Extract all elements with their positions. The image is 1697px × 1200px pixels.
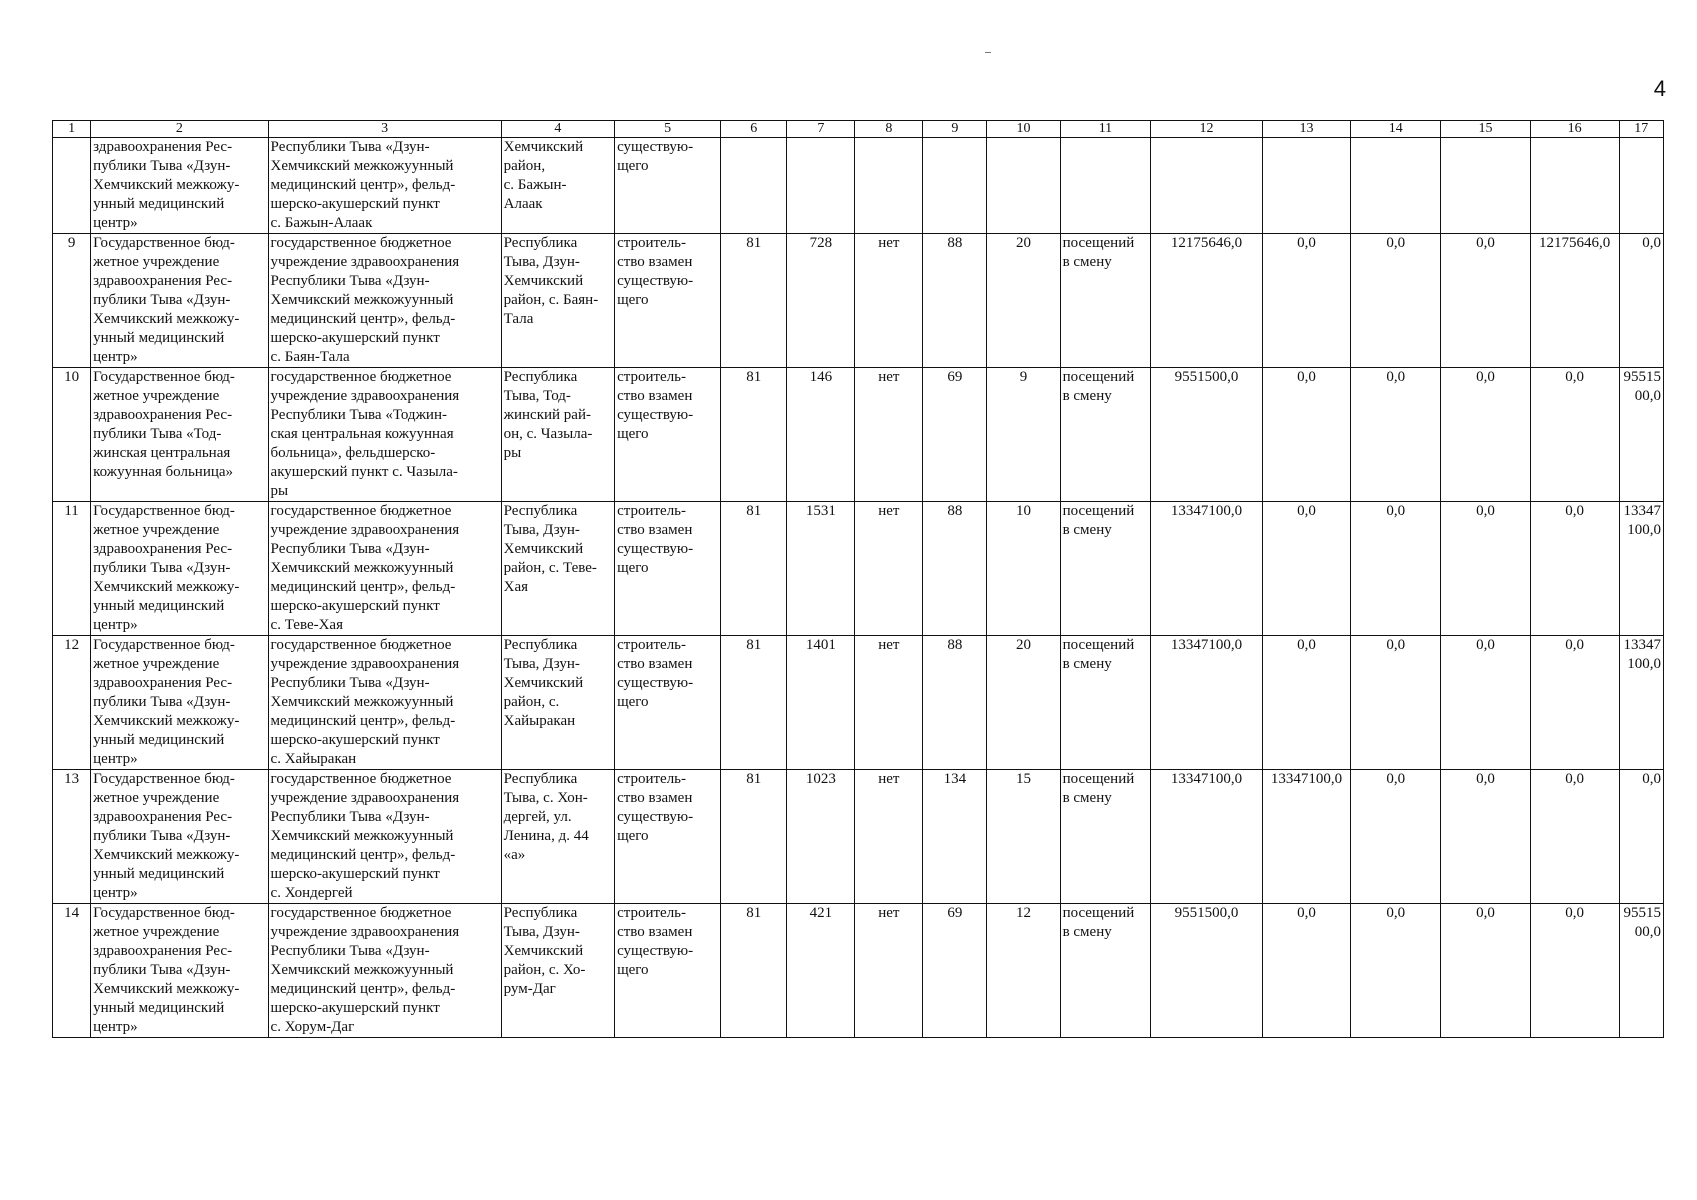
address: Республика Тыва, Дзун- Хемчикский район, с. Хо- рум-Даг — [501, 904, 614, 1038]
organization-name: Государственное бюд- жетное учреждение здравоохранения Рес- публики Тыва «Дзун- Хемчикский межкожу- унный медицинский центр» — [91, 636, 268, 770]
total-amount: 9551500,0 — [1151, 368, 1262, 502]
value-col-8: нет — [855, 502, 923, 636]
table-row — [53, 138, 1664, 234]
value-col-10: 9 — [987, 368, 1060, 502]
amount-col-15: 0,0 — [1441, 904, 1531, 1038]
total-amount: 13347100,0 — [1151, 770, 1262, 904]
value-col-8: нет — [855, 770, 923, 904]
amount-col-13: 0,0 — [1262, 636, 1351, 770]
amount-col-17 — [1619, 138, 1664, 234]
facility-name: государственное бюджетное учреждение здравоохранения Республики Тыва «Дзун- Хемчикский межкожуунный медицинский центр», фельд- шерско-акушерский пункт с. Хорум-Даг — [268, 904, 501, 1038]
facility-name: государственное бюджетное учреждение здравоохранения Республики Тыва «Дзун- Хемчикский межкожуунный медицинский центр», фельд- шерско-акушерский пункт с. Хайыракан — [268, 636, 501, 770]
col-header: 15 — [1441, 121, 1531, 138]
col-header: 16 — [1530, 121, 1619, 138]
value-col-9: 69 — [923, 368, 987, 502]
amount-col-14: 0,0 — [1351, 904, 1441, 1038]
amount-col-17: 13347100,0 — [1619, 502, 1664, 636]
table-row — [53, 770, 1664, 904]
col-header: 6 — [721, 121, 787, 138]
row-number: 13 — [53, 770, 91, 904]
col-header: 3 — [268, 121, 501, 138]
construction-type: строитель- ство взамен существую- щего — [615, 368, 721, 502]
amount-col-15: 0,0 — [1441, 636, 1531, 770]
objects-table — [52, 120, 1664, 1038]
total-amount: 13347100,0 — [1151, 636, 1262, 770]
amount-col-15: 0,0 — [1441, 234, 1531, 368]
row-number: 10 — [53, 368, 91, 502]
construction-type: строитель- ство взамен существую- щего — [615, 770, 721, 904]
value-col-8: нет — [855, 234, 923, 368]
value-col-6: 81 — [721, 234, 787, 368]
amount-col-15: 0,0 — [1441, 770, 1531, 904]
col-header: 2 — [91, 121, 268, 138]
value-col-9: 88 — [923, 502, 987, 636]
value-col-6: 81 — [721, 636, 787, 770]
amount-col-14: 0,0 — [1351, 770, 1441, 904]
value-col-10: 10 — [987, 502, 1060, 636]
amount-col-17: 0,0 — [1619, 234, 1664, 368]
organization-name: Государственное бюд- жетное учреждение здравоохранения Рес- публики Тыва «Дзун- Хемчикский межкожу- унный медицинский центр» — [91, 770, 268, 904]
construction-type: строитель- ство взамен существую- щего — [615, 502, 721, 636]
value-col-7: 1401 — [787, 636, 855, 770]
column-number-row — [53, 121, 1664, 138]
organization-name: Государственное бюд- жетное учреждение здравоохранения Рес- публики Тыва «Дзун- Хемчикский межкожу- унный медицинский центр» — [91, 234, 268, 368]
organization-name: Государственное бюд- жетное учреждение здравоохранения Рес- публики Тыва «Дзун- Хемчикский межкожу- унный медицинский центр» — [91, 502, 268, 636]
address: Республика Тыва, Дзун- Хемчикский район, с. Теве- Хая — [501, 502, 614, 636]
value-col-7: 1023 — [787, 770, 855, 904]
col-header: 1 — [53, 121, 91, 138]
col-header: 8 — [855, 121, 923, 138]
facility-name: государственное бюджетное учреждение здравоохранения Республики Тыва «Дзун- Хемчикский межкожуунный медицинский центр», фельд- шерско-акушерский пункт с. Теве-Хая — [268, 502, 501, 636]
amount-col-13: 13347100,0 — [1262, 770, 1351, 904]
page-number: 4 — [1653, 76, 1666, 101]
value-col-8: нет — [855, 368, 923, 502]
value-col-9: 88 — [923, 234, 987, 368]
amount-col-13 — [1262, 138, 1351, 234]
row-number: 14 — [53, 904, 91, 1038]
amount-col-16: 0,0 — [1530, 904, 1619, 1038]
table-body — [53, 121, 1664, 1038]
amount-col-13: 0,0 — [1262, 904, 1351, 1038]
capacity-unit: посещений в смену — [1060, 368, 1151, 502]
amount-col-16: 0,0 — [1530, 368, 1619, 502]
capacity-unit: посещений в смену — [1060, 770, 1151, 904]
value-col-7: 1531 — [787, 502, 855, 636]
value-col-10 — [987, 138, 1060, 234]
value-col-6 — [721, 138, 787, 234]
value-col-9 — [923, 138, 987, 234]
amount-col-13: 0,0 — [1262, 502, 1351, 636]
col-header: 11 — [1060, 121, 1151, 138]
value-col-9: 69 — [923, 904, 987, 1038]
table-row — [53, 234, 1664, 368]
value-col-8: нет — [855, 636, 923, 770]
col-header: 7 — [787, 121, 855, 138]
amount-col-17: 0,0 — [1619, 770, 1664, 904]
facility-name: государственное бюджетное учреждение здравоохранения Республики Тыва «Тоджин- ская центральная кожуунная больница», фельдшерско- акушерский пункт с. Чазыла- ры — [268, 368, 501, 502]
address: Республика Тыва, с. Хон- дергей, ул. Ленина, д. 44 «а» — [501, 770, 614, 904]
total-amount — [1151, 138, 1262, 234]
col-header: 4 — [501, 121, 614, 138]
col-header: 10 — [987, 121, 1060, 138]
amount-col-14 — [1351, 138, 1441, 234]
value-col-9: 134 — [923, 770, 987, 904]
facility-name: государственное бюджетное учреждение здравоохранения Республики Тыва «Дзун- Хемчикский межкожуунный медицинский центр», фельд- шерско-акушерский пункт с. Баян-Тала — [268, 234, 501, 368]
row-number: 11 — [53, 502, 91, 636]
facility-name: государственное бюджетное учреждение здравоохранения Республики Тыва «Дзун- Хемчикский межкожуунный медицинский центр», фельд- шерско-акушерский пункт с. Хондергей — [268, 770, 501, 904]
organization-name: Государственное бюд- жетное учреждение здравоохранения Рес- публики Тыва «Тод- жинская центральная кожуунная больница» — [91, 368, 268, 502]
address: Республика Тыва, Дзун- Хемчикский район, с. Хайыракан — [501, 636, 614, 770]
total-amount: 13347100,0 — [1151, 502, 1262, 636]
table-row — [53, 636, 1664, 770]
construction-type: существую- щего — [615, 138, 721, 234]
value-col-8 — [855, 138, 923, 234]
capacity-unit: посещений в смену — [1060, 502, 1151, 636]
address: Республика Тыва, Дзун- Хемчикский район, с. Баян- Тала — [501, 234, 614, 368]
row-number: 9 — [53, 234, 91, 368]
scan-artifact — [985, 52, 991, 53]
value-col-7 — [787, 138, 855, 234]
capacity-unit — [1060, 138, 1151, 234]
value-col-6: 81 — [721, 770, 787, 904]
amount-col-16: 0,0 — [1530, 770, 1619, 904]
capacity-unit: посещений в смену — [1060, 636, 1151, 770]
value-col-10: 20 — [987, 636, 1060, 770]
amount-col-16: 12175646,0 — [1530, 234, 1619, 368]
row-number: 12 — [53, 636, 91, 770]
value-col-10: 12 — [987, 904, 1060, 1038]
total-amount: 12175646,0 — [1151, 234, 1262, 368]
value-col-9: 88 — [923, 636, 987, 770]
construction-type: строитель- ство взамен существую- щего — [615, 636, 721, 770]
organization-name: здравоохранения Рес- публики Тыва «Дзун- Хемчикский межкожу- унный медицинский центр» — [91, 138, 268, 234]
value-col-6: 81 — [721, 368, 787, 502]
amount-col-15: 0,0 — [1441, 368, 1531, 502]
amount-col-13: 0,0 — [1262, 368, 1351, 502]
value-col-6: 81 — [721, 502, 787, 636]
col-header: 12 — [1151, 121, 1262, 138]
value-col-6: 81 — [721, 904, 787, 1038]
value-col-7: 728 — [787, 234, 855, 368]
capacity-unit: посещений в смену — [1060, 904, 1151, 1038]
row-number — [53, 138, 91, 234]
amount-col-15 — [1441, 138, 1531, 234]
amount-col-17: 9551500,0 — [1619, 368, 1664, 502]
organization-name: Государственное бюд- жетное учреждение здравоохранения Рес- публики Тыва «Дзун- Хемчикский межкожу- унный медицинский центр» — [91, 904, 268, 1038]
amount-col-14: 0,0 — [1351, 234, 1441, 368]
construction-type: строитель- ство взамен существую- щего — [615, 234, 721, 368]
col-header: 5 — [615, 121, 721, 138]
amount-col-16: 0,0 — [1530, 502, 1619, 636]
value-col-7: 421 — [787, 904, 855, 1038]
value-col-8: нет — [855, 904, 923, 1038]
amount-col-13: 0,0 — [1262, 234, 1351, 368]
facility-name: Республики Тыва «Дзун- Хемчикский межкожуунный медицинский центр», фельд- шерско-акушерский пункт с. Бажын-Алаак — [268, 138, 501, 234]
total-amount: 9551500,0 — [1151, 904, 1262, 1038]
construction-type: строитель- ство взамен существую- щего — [615, 904, 721, 1038]
value-col-10: 20 — [987, 234, 1060, 368]
table-row — [53, 368, 1664, 502]
amount-col-16: 0,0 — [1530, 636, 1619, 770]
amount-col-16 — [1530, 138, 1619, 234]
col-header: 9 — [923, 121, 987, 138]
table-row — [53, 502, 1664, 636]
address: Хемчикский район, с. Бажын- Алаак — [501, 138, 614, 234]
capacity-unit: посещений в смену — [1060, 234, 1151, 368]
col-header: 14 — [1351, 121, 1441, 138]
value-col-7: 146 — [787, 368, 855, 502]
amount-col-17: 13347100,0 — [1619, 636, 1664, 770]
table-row — [53, 904, 1664, 1038]
amount-col-14: 0,0 — [1351, 368, 1441, 502]
amount-col-14: 0,0 — [1351, 636, 1441, 770]
amount-col-15: 0,0 — [1441, 502, 1531, 636]
col-header: 17 — [1619, 121, 1664, 138]
address: Республика Тыва, Тод- жинский рай- он, с. Чазыла- ры — [501, 368, 614, 502]
amount-col-14: 0,0 — [1351, 502, 1441, 636]
col-header: 13 — [1262, 121, 1351, 138]
value-col-10: 15 — [987, 770, 1060, 904]
amount-col-17: 9551500,0 — [1619, 904, 1664, 1038]
